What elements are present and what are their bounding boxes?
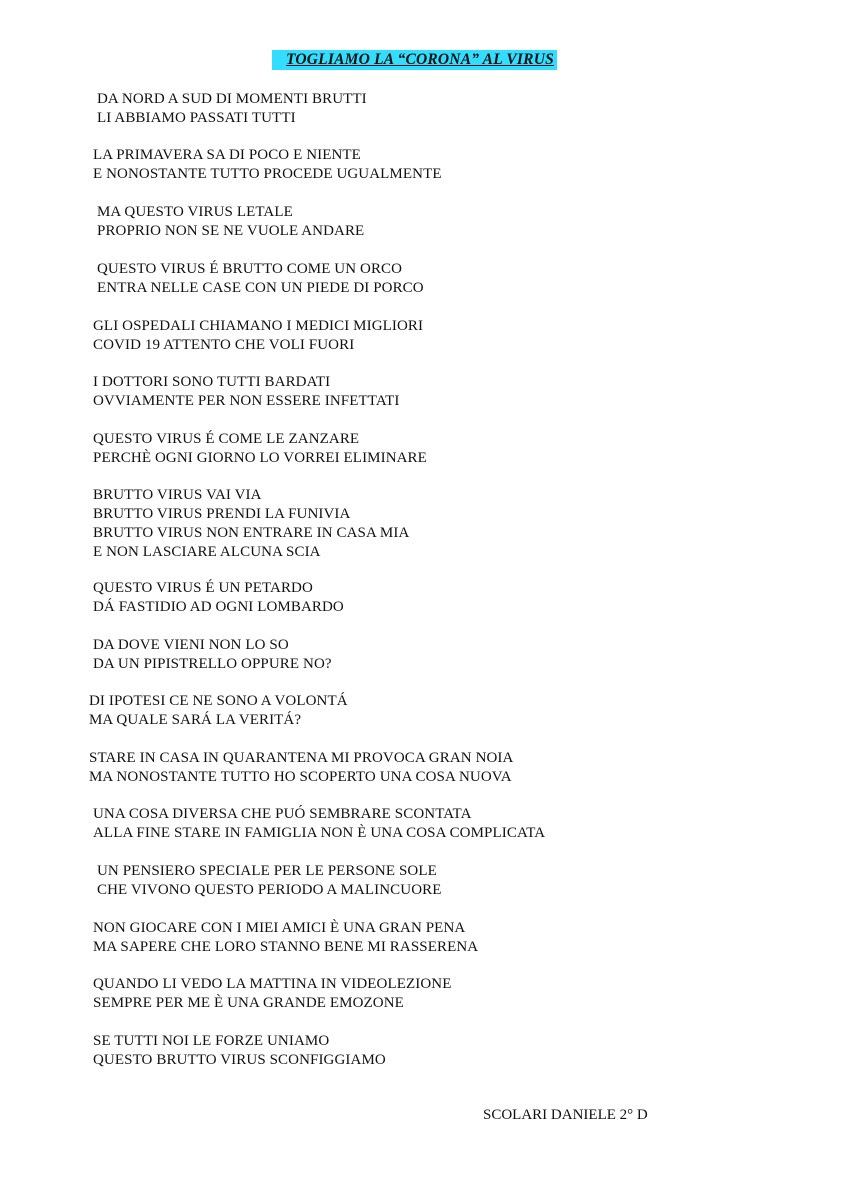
stanza-9 bbox=[93, 579, 344, 617]
verse-line: I DOTTORI SONO TUTTI BARDATI bbox=[93, 374, 331, 390]
verse-line: PERCHÈ OGNI GIORNO LO VORREI ELIMINARE bbox=[93, 450, 427, 466]
verse-line: BRUTTO VIRUS PRENDI LA FUNIVIA bbox=[93, 506, 351, 522]
stanza-10 bbox=[93, 636, 332, 674]
stanza-5 bbox=[93, 317, 423, 355]
verse-line: QUESTO BRUTTO VIRUS SCONFIGGIAMO bbox=[93, 1052, 386, 1068]
stanza-3 bbox=[97, 203, 364, 241]
verse-line: QUESTO VIRUS É UN PETARDO bbox=[93, 580, 313, 596]
verse-line: ENTRA NELLE CASE CON UN PIEDE DI PORCO bbox=[97, 280, 424, 296]
verse-line: BRUTTO VIRUS NON ENTRARE IN CASA MIA bbox=[93, 525, 410, 541]
stanza-11 bbox=[89, 692, 348, 730]
verse-line: E NON LASCIARE ALCUNA SCIA bbox=[93, 544, 321, 560]
stanza-14 bbox=[97, 862, 442, 900]
verse-line: PROPRIO NON SE NE VUOLE ANDARE bbox=[97, 223, 365, 239]
verse-line: ALLA FINE STARE IN FAMIGLIA NON È UNA COSA COMPLICATA bbox=[93, 825, 546, 841]
verse-line: MA QUALE SARÁ LA VERITÁ? bbox=[89, 712, 302, 728]
verse-line: COVID 19 ATTENTO CHE VOLI FUORI bbox=[93, 337, 355, 353]
verse-line: BRUTTO VIRUS VAI VIA bbox=[93, 487, 262, 503]
verse-line: UN PENSIERO SPECIALE PER LE PERSONE SOLE bbox=[97, 863, 437, 879]
verse-line: MA NONOSTANTE TUTTO HO SCOPERTO UNA COSA NUOVA bbox=[89, 769, 512, 785]
verse-line: DA UN PIPISTRELLO OPPURE NO? bbox=[93, 656, 332, 672]
stanza-7 bbox=[93, 430, 427, 468]
verse-line: DA DOVE VIENI NON LO SO bbox=[93, 637, 289, 653]
stanza-15 bbox=[93, 919, 478, 957]
verse-line: QUESTO VIRUS É COME LE ZANZARE bbox=[93, 431, 360, 447]
stanza-6 bbox=[93, 373, 399, 411]
verse-line: QUANDO LI VEDO LA MATTINA IN VIDEOLEZIONE bbox=[93, 976, 452, 992]
verse-line: QUESTO VIRUS É BRUTTO COME UN ORCO bbox=[97, 261, 403, 277]
verse-line: LI ABBIAMO PASSATI TUTTI bbox=[97, 110, 296, 126]
verse-line: NON GIOCARE CON I MIEI AMICI È UNA GRAN PENA bbox=[93, 920, 466, 936]
stanza-12 bbox=[89, 749, 513, 787]
verse-line: OVVIAMENTE PER NON ESSERE INFETTATI bbox=[93, 393, 400, 409]
verse-line: CHE VIVONO QUESTO PERIODO A MALINCUORE bbox=[97, 882, 442, 898]
verse-line: DÁ FASTIDIO AD OGNI LOMBARDO bbox=[93, 599, 344, 615]
stanza-16 bbox=[93, 975, 452, 1013]
verse-line: SE TUTTI NOI LE FORZE UNIAMO bbox=[93, 1033, 330, 1049]
verse-line: SEMPRE PER ME È UNA GRANDE EMOZONE bbox=[93, 995, 404, 1011]
stanza-17 bbox=[93, 1032, 386, 1070]
stanza-2 bbox=[93, 146, 442, 184]
verse-line: MA QUESTO VIRUS LETALE bbox=[97, 204, 293, 220]
verse-line: DA NORD A SUD DI MOMENTI BRUTTI bbox=[97, 91, 367, 107]
poem-title: TOGLIAMO LA “CORONA” AL VIRUS bbox=[272, 50, 557, 70]
verse-line: DI IPOTESI CE NE SONO A VOLONTÁ bbox=[89, 693, 348, 709]
verse-line: MA SAPERE CHE LORO STANNO BENE MI RASSERENA bbox=[93, 939, 479, 955]
verse-line: STARE IN CASA IN QUARANTENA MI PROVOCA GRAN NOIA bbox=[89, 750, 514, 766]
verse-line: GLI OSPEDALI CHIAMANO I MEDICI MIGLIORI bbox=[93, 318, 424, 334]
author-signature: SCOLARI DANIELE 2° D bbox=[483, 1107, 648, 1123]
verse-line: LA PRIMAVERA SA DI POCO E NIENTE bbox=[93, 147, 361, 163]
stanza-4 bbox=[97, 260, 424, 298]
stanza-1 bbox=[97, 90, 367, 128]
verse-line: E NONOSTANTE TUTTO PROCEDE UGUALMENTE bbox=[93, 166, 442, 182]
stanza-8 bbox=[93, 486, 409, 562]
verse-line: UNA COSA DIVERSA CHE PUÓ SEMBRARE SCONTATA bbox=[93, 806, 472, 822]
stanza-13 bbox=[93, 805, 545, 843]
